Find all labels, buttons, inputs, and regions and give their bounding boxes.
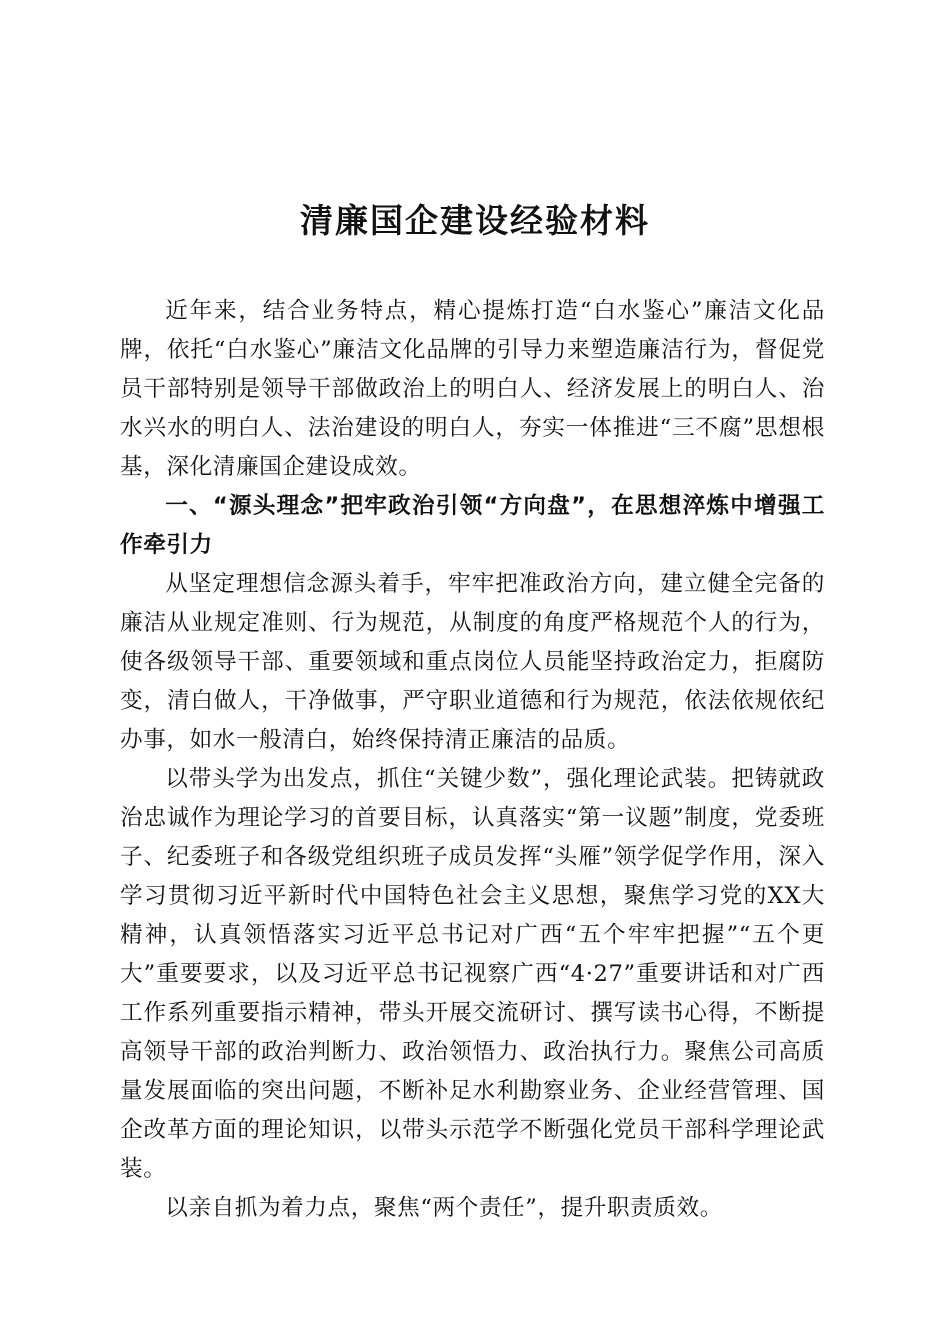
section-heading-1: 一、“源头理念”把牢政治引领“方向盘”，在思想淬炼中增强工作牵引力 (120, 493, 825, 558)
section-1-paragraph-2: 以带头学为出发点，抓住“关键少数”，强化理论武装。把铸就政治忠诚作为理论学习的首要目标，认真落实“第一议题”制度，党委班子、纪委班子和各级党组织班子成员发挥“头雁”领学促学作用，深入学习贯彻习近平新时代中国特色社会主义思想，聚焦学习党的XX大精神，认真领悟落实习近平总书记对广西“五个牢牢把握”“五个更大”重要要求，以及习近平总书记视察广西“4·27”重要讲话和对广西工作系列重要指示精神，带头开展交流研讨、撰写读书心得，不断提高领导干部的政治判断力、政治领悟力、政治执行力。聚焦公司高质量发展面临的突出问题，不断补足水利勘察业务、企业经营管理、国企改革方面的理论知识，以带头示范学不断强化党员干部科学理论武装。 (120, 766, 825, 1182)
section-1-paragraph-1: 从坚定理想信念源头着手，牢牢把准政治方向，建立健全完备的廉洁从业规定准则、行为规范，从制度的角度严格规范个人的行为，使各级领导干部、重要领域和重点岗位人员能坚持政治定力，拒腐防变，清白做人，干净做事，严守职业道德和行为规范，依法依规依纪办事，如水一般清白，始终保持清正廉洁的品质。 (120, 571, 825, 753)
intro-paragraph: 近年来，结合业务特点，精心提炼打造“白水鉴心”廉洁文化品牌，依托“白水鉴心”廉洁文化品牌的引导力来塑造廉洁行为，督促党员干部特别是领导干部做政治上的明白人、经济发展上的明白人、治水兴水的明白人、法治建设的明白人，夯实一体推进“三不腐”思想根基，深化清廉国企建设成效。 (120, 298, 825, 480)
document-body (120, 292, 825, 1228)
section-1-paragraph-3: 以亲自抓为着力点，聚焦“两个责任”，提升职责质效。 (165, 1195, 723, 1221)
document-title: 清廉国企建设经验材料 (300, 201, 650, 240)
